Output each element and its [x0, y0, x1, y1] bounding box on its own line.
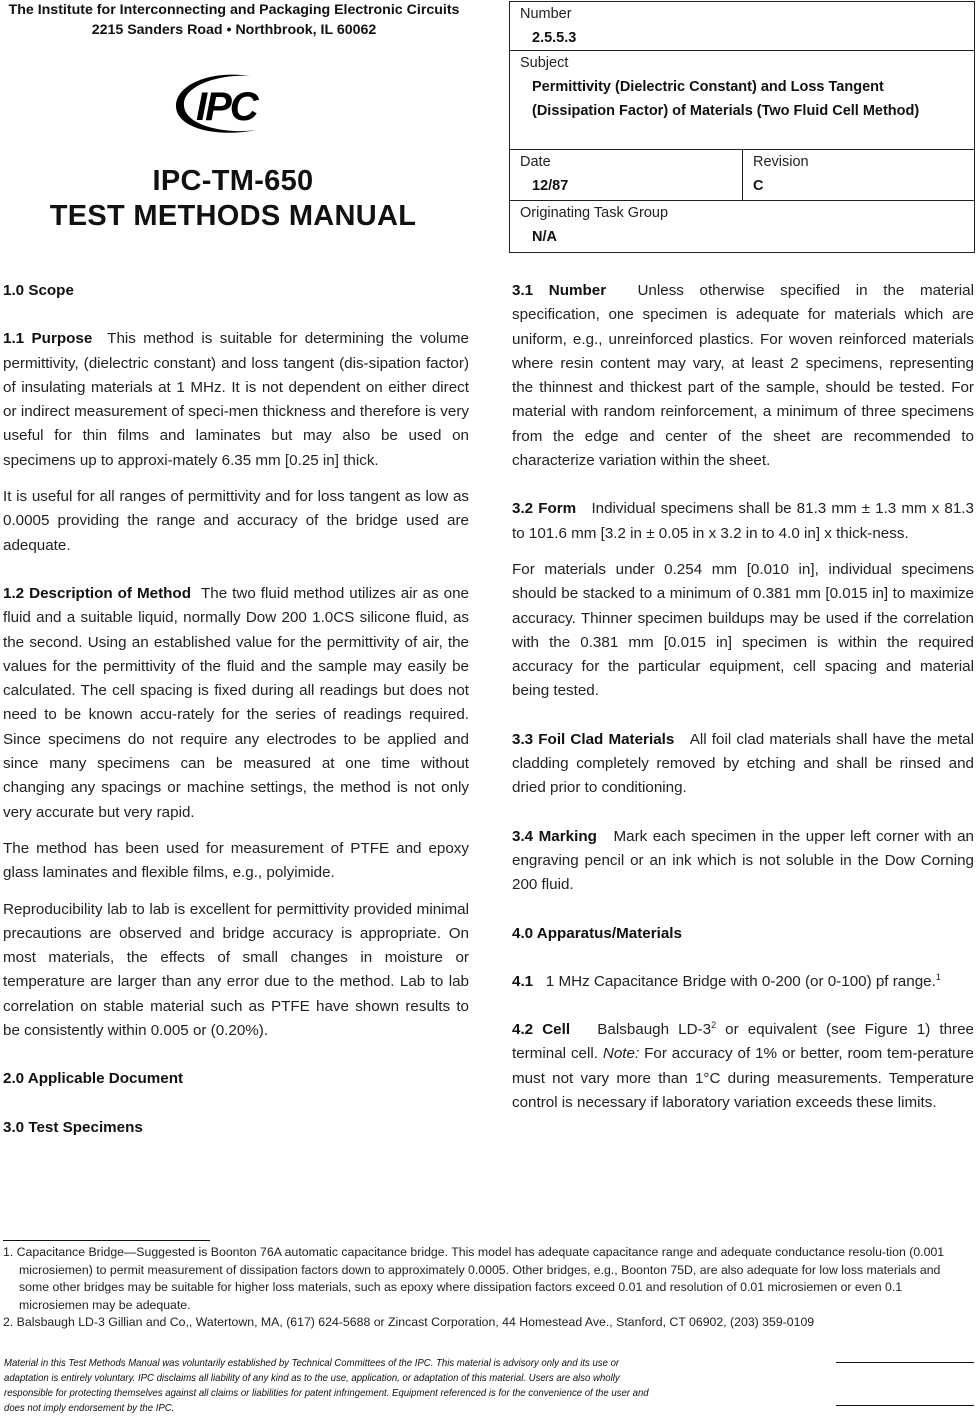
section-1-2-paragraph-2: The method has been used for measurement of PTFE and epoxy glass laminates and flexible films, e.g., polyimide. — [3, 839, 469, 882]
subject-label: Subject — [520, 55, 569, 71]
svg-text:IPC: IPC — [196, 85, 257, 129]
subject-value: Permittivity (Dielectric Constant) and Loss Tangent (Dissipation Factor) of Materials (Two Fluid Cell Method) — [532, 79, 920, 119]
section-3-1-text: Unless otherwise specified in the material specification, one specimen is adequate for materials which are uniform, e.g., unreinforced plastics. For woven reinforced materials where resin content may vary, at least 2 specimens, representing the thinnest and thickest part of the sample, should be tested. For material with random reinforcement, a minimum of three specimens from the edge and center of the sheet are recommended to characterize variation within the sheet. — [512, 282, 974, 470]
document-info-table — [509, 1, 975, 253]
section-3-2-heading: 3.2 Form — [512, 500, 577, 518]
section-3-0-heading: 3.0 Test Specimens — [3, 1118, 143, 1136]
footnote-ref-1: 1 — [935, 971, 941, 982]
section-3-2-paragraph-2: For materials under 0.254 mm [0.010 in], individual specimens should be stacked to a minimum of 0.381 mm [0.015 in] to maximize accuracy. Thinner specimen buildups may be used if the correlation with the 0.381 mm [0.015 in] specimen is within the required accuracy for the particular equipment, cell spacing and material being tested. — [512, 560, 974, 700]
section-1-2-paragraph-3: Reproducibility lab to lab is excellent for permittivity provided minimal precautions are observed and bridge accuracy is appropriate. On most materials, the effects of small changes in moisture or temperature are larger than any error due to the method. Lab to lab correlation on stable material such as PTFE have shown results to be consistently within 0.005 or (0.20%). — [3, 900, 469, 1040]
section-4-2-text-b: or equivalent (see Figure 1) three terminal cell. — [512, 1021, 974, 1063]
note-label: Note: — [602, 1045, 640, 1063]
page-rule-bottom — [836, 1405, 974, 1406]
section-4-0-heading: 4.0 Apparatus/Materials — [512, 924, 682, 942]
section-4-1-heading: 4.1 — [512, 972, 534, 990]
section-4-2-text-a: Balsbaugh LD-3 — [597, 1021, 712, 1039]
ipc-logo-icon — [172, 70, 284, 138]
page-rule-top — [836, 1362, 974, 1363]
section-4-1-paragraph — [512, 970, 974, 994]
section-3-3-paragraph — [512, 728, 974, 801]
disclaimer: Material in this Test Methods Manual was voluntarily established by Technical Committees of the IPC. This material is advisory only and its use or adaptation is entirely voluntary. IPC disclaims all liability of any kind as to the use, application, or adaptation of this material. Users are also wholly responsible for protecting themselves against all claims or liabilities for patent infringement. Equipment referenced is for the convenience of the user and does not imply endorsement by the IPC. — [4, 1358, 649, 1414]
task-group-row — [510, 201, 974, 252]
section-3-2-text: Individual specimens shall be 81.3 mm ± 1.3 mm x 81.3 to 101.6 mm [3.2 in ± 0.05 in x 3.2 in to 4.0 in] x thick-ness. — [512, 500, 974, 542]
section-2-0-heading: 2.0 Applicable Document — [3, 1070, 184, 1088]
footnote-divider — [3, 1240, 210, 1241]
section-1-2-text: The two fluid method utilizes air as one fluid and a suitable liquid, normally Dow 200 1.0CS silicone fluid, as the second. Using an established value for the permittivity of air, the values for the permittivity of the fluid and the sample may easily be calculated. The cell spacing is fixed during all readings but does not need to be known accu-rately for the series of readings required. Since specimens do not require any electrodes to be applied and since many specimens can be measured at one time without changing any spacings or machine settings, the method is not only very accurate but very rapid. — [3, 584, 469, 821]
subject-row — [510, 51, 974, 150]
footnote-2: 2. Balsbaugh LD-3 Gillian and Co,, Watertown, MA, (617) 624-5688 or Zincast Corporation, 44 Homestead Ave., Stanford, CT 06902, (203) 359-0109 — [3, 1315, 815, 1330]
section-4-2-paragraph — [512, 1018, 974, 1115]
section-1-1-paragraph — [3, 327, 469, 473]
revision-cell — [742, 150, 974, 200]
number-label: Number — [520, 6, 572, 22]
date-cell — [510, 150, 742, 200]
section-3-1-paragraph — [512, 279, 974, 473]
footnotes — [3, 1244, 965, 1332]
section-3-1-heading: 3.1 Number — [512, 282, 607, 299]
date-value: 12/87 — [532, 178, 569, 194]
section-4-1-text: 1 MHz Capacitance Bridge with 0-200 (or 0-100) pf range. — [545, 972, 936, 990]
left-column — [3, 279, 469, 1140]
manual-title — [0, 164, 466, 234]
section-1-1-heading: 1.1 Purpose — [3, 330, 93, 348]
task-group-value: N/A — [532, 229, 557, 245]
section-4-2-heading: 4.2 Cell — [512, 1021, 571, 1039]
number-value: 2.5.5.3 — [532, 30, 577, 46]
manual-title-line2: TEST METHODS MANUAL — [49, 200, 417, 232]
date-label: Date — [520, 154, 551, 170]
section-1-2-paragraph — [3, 582, 469, 825]
section-1-0-heading: 1.0 Scope — [3, 282, 74, 299]
section-4-2-text-c: For accuracy of 1% or better, room tem-perature must not vary more than 1°C during measurements. Temperature control is necessary if laboratory variation exceeds these limits. — [512, 1045, 974, 1112]
footnote-1: 1. Capacitance Bridge—Suggested is Boonton 76A automatic capacitance bridge. This model has adequate capacitance range and adequate conductance resolu-tion (0.001 microsiemen) to permit measurement of dissipation factors down to approximately 0.0005. Other bridges, e.g., Boonton 75D, are also adequate for low loss materials and some other bridges may be suitable for higher loss materials, such as epoxy where dissipation factors exceed 0.01 and resolution of 0.01 microsiemen or even 0.1 microsiemen may be adequate. — [3, 1245, 945, 1312]
section-3-3-heading: 3.3 Foil Clad Materials — [512, 730, 675, 748]
section-3-4-paragraph — [512, 825, 974, 898]
date-revision-row — [510, 150, 974, 201]
section-3-4-heading: 3.4 Marking — [512, 827, 597, 845]
organization-address: 2215 Sanders Road • Northbrook, IL 60062 — [91, 22, 377, 38]
section-3-2-paragraph — [512, 497, 974, 546]
footnote-ref-2: 2 — [711, 1020, 717, 1031]
section-1-2-heading: 1.2 Description of Method — [3, 584, 191, 602]
revision-value: C — [753, 178, 764, 194]
section-1-1-paragraph-2: It is useful for all ranges of permittivity and for loss tangent as low as 0.0005 providing the range and accuracy of the bridge used are adequate. — [3, 488, 469, 554]
revision-label: Revision — [753, 154, 809, 170]
organization-name: The Institute for Interconnecting and Packaging Electronic Circuits — [8, 2, 460, 18]
right-column — [512, 279, 974, 1115]
section-3-4-text: Mark each specimen in the upper left corner with an engraving pencil or an ink which is not soluble in the Dow Corning 200 fluid. — [512, 827, 974, 894]
manual-title-line1: IPC-TM-650 — [152, 165, 314, 197]
number-row — [510, 2, 974, 51]
section-1-1-text: This method is suitable for determining the volume permittivity, (dielectric constant) and loss tangent (dis-sipation factor) of insulating materials at 1 MHz. It is not dependent on either direct or indirect measurement of speci-men thickness and therefore is very useful for thin films and laminates but may also be used on specimens up to approxi-mately 6.35 mm [0.25 in] thick. — [3, 330, 469, 469]
section-3-3-text: All foil clad materials shall have the metal cladding completely removed by etching and shall be rinsed and dried prior to conditioning. — [512, 730, 974, 797]
task-group-label: Originating Task Group — [520, 205, 669, 221]
